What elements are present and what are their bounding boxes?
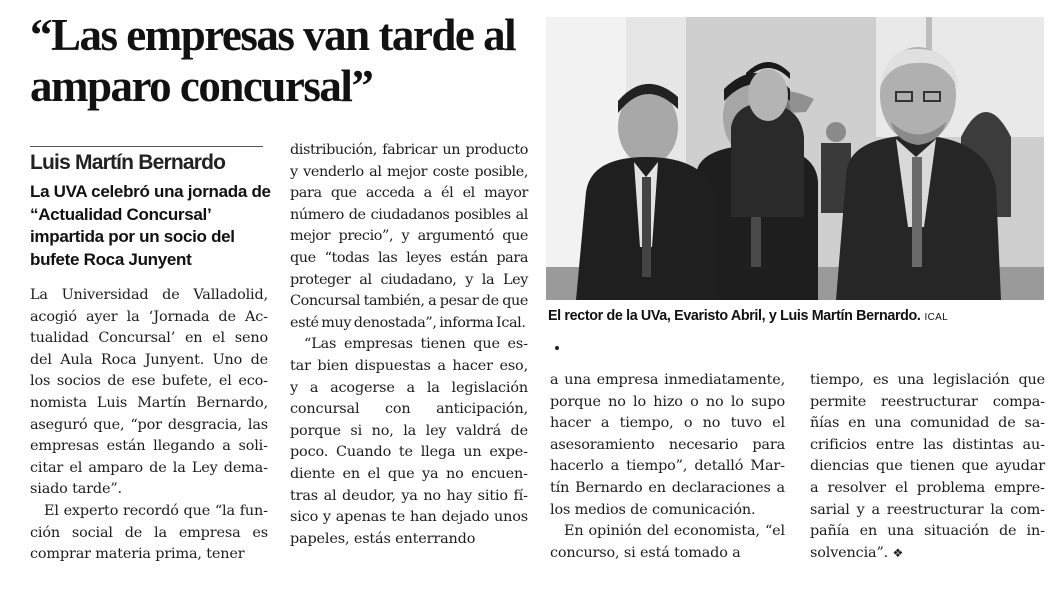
end-of-article-icon: ❖	[892, 545, 904, 560]
caption-text: El rector de la UVa, Evaristo Abril, y Luis Martín Bernardo.	[548, 308, 921, 324]
subhead: La UVA celebró una jornada de “Actualidad Concursal’ impartida por un socio del bufete Roca Junyent	[30, 182, 271, 269]
article-column-4	[810, 370, 1045, 564]
news-photo	[546, 17, 1044, 300]
article-column-1	[30, 285, 268, 566]
article-column-3	[550, 370, 785, 564]
byline: Luis Martín Bernardo	[30, 151, 226, 174]
paragraph: En opinión del economista, “el concurso, si está tomado a	[550, 523, 785, 561]
paragraph: La Universidad de Valladolid, acogió ayer la ‘Jornada de Actualidad Concursal’ en el seno del Aula Roca Junyent. Uno de los socios de ese bufete, el economista Luis Martín Bernardo, aseguró que, “por desgracia, las empresas están llegando a solicitar el amparo de la Ley demasiado tarde”.	[30, 287, 268, 498]
photo-credit: ICAL	[924, 312, 948, 323]
paragraph: “Las empresas tienen que estar bien dispuestas a hacer eso, y a acogerse a la legislación concursal con anticipación, porque si no, la ley valdrá de poco. Cuando te llega un expediente en el que ya no encuentras al deudor, ya no hay sitio físico y apenas te han dejado unos papeles, estás enterrando	[290, 336, 528, 547]
paragraph: a una empresa inmediatamente, porque no lo hizo o no lo supo hacer a tiempo, o no tuvo el asesoramiento necesario para hacerlo a tiempo”, detalló Martín Bernardo en declaraciones a los medios de comunicación.	[550, 372, 785, 518]
decorative-dot	[555, 346, 559, 350]
paragraph	[810, 370, 1045, 564]
paragraph-text: tiempo, es una legislación que permite reestructurar compañías en una comunidad de sacrificios entre las distintas audiencias que tienen que ayudar a resolver el problema empresarial y a reestructurar la compañía en una situación de insolvencia”.	[810, 372, 1045, 561]
paragraph: distribución, fabricar un producto y venderlo al mejor coste posible, para que acceda a él el mayor número de ciudadanos posibles al mejor precio”, y argumentó que que “todas las leyes están para proteger al ciudadano, y la Ley Concursal también, a pesar de que esté muy denostada”, informa Ical.	[290, 142, 528, 331]
headline: “Las empresas van tarde al amparo concursal”	[30, 10, 516, 111]
byline-rule	[30, 146, 263, 147]
article-column-2	[290, 140, 528, 550]
photo-illustration	[546, 17, 1044, 300]
paragraph: El experto recordó que “la función social de la empresa es comprar materia prima, tener	[30, 502, 268, 563]
photo-caption	[548, 306, 1048, 328]
